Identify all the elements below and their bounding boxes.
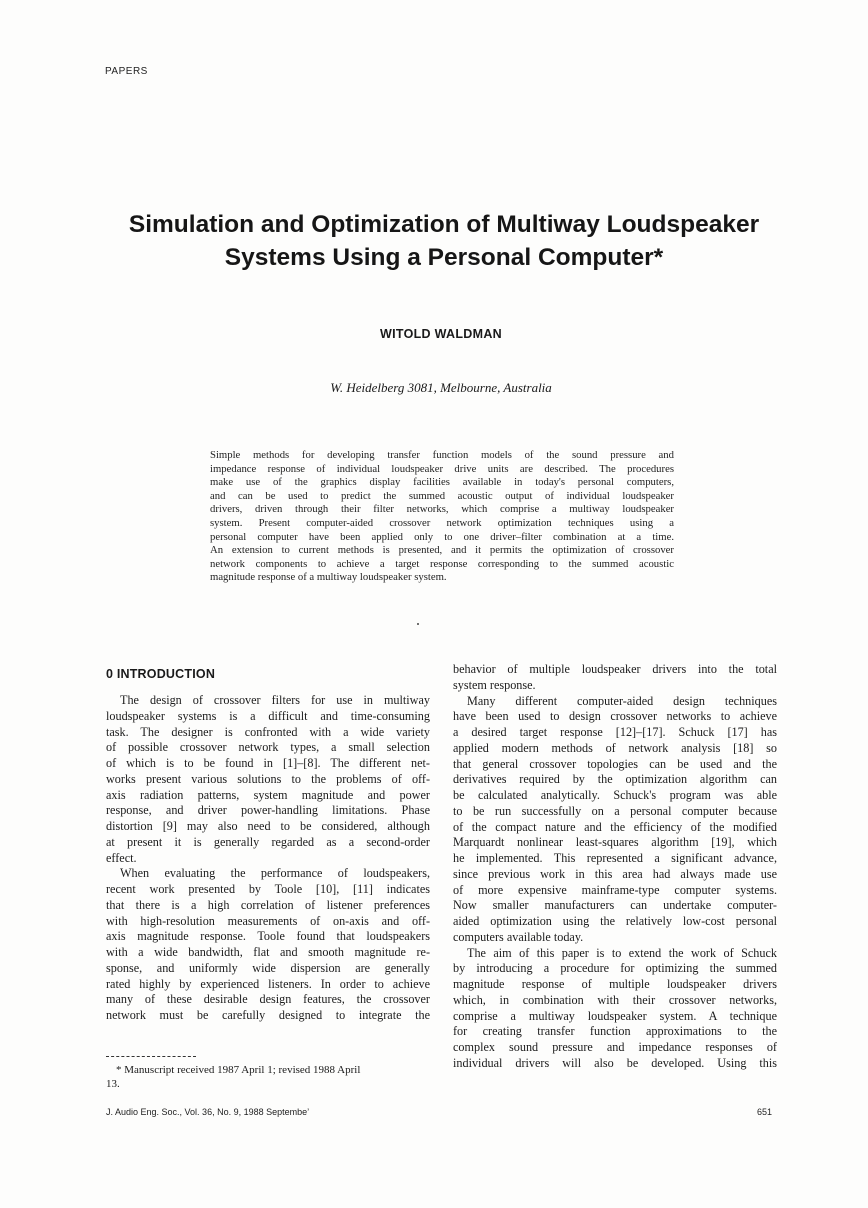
abstract-line: An extension to current methods is presented, and it permits the optimization of crossover bbox=[210, 544, 674, 557]
body-line: recent work presented by Toole [10], [11] indicates bbox=[106, 882, 430, 896]
body-line: sponse, and uniformly wide dispersion are generally bbox=[106, 960, 430, 975]
left-column bbox=[106, 693, 430, 1024]
body-line: many of these desirable design features, the crossover bbox=[106, 992, 430, 1007]
body-line: behavior of multiple loudspeaker drivers into the total bbox=[453, 662, 777, 676]
author-affiliation: W. Heidelberg 3081, Melbourne, Australia bbox=[330, 380, 552, 395]
body-line: for creating transfer function approximations to the bbox=[453, 1024, 777, 1039]
section-heading: 0 INTRODUCTION bbox=[106, 667, 216, 681]
body-line: be calculated analytically. Schuck's program was able bbox=[453, 788, 777, 802]
body-line: complex sound pressure and impedance responses of bbox=[453, 1040, 777, 1054]
body-line: Marquardt nonlinear least-squares algorithm [19], which bbox=[453, 835, 777, 850]
body-line: When evaluating the performance of loudspeakers, bbox=[120, 866, 430, 881]
abstract-line: Simple methods for developing transfer function models of the sound pressure and bbox=[210, 449, 674, 461]
body-line: comprise a multiway loudspeaker system. A technique bbox=[453, 1008, 777, 1023]
abstract-line: system. Present computer-aided crossover network optimization techniques using a bbox=[210, 516, 674, 529]
body-line: aided optimization using the relatively low-cost personal bbox=[453, 914, 777, 928]
body-line: The design of crossover filters for use in multiway bbox=[120, 693, 430, 707]
body-line: Many different computer-aided design techniques bbox=[467, 693, 777, 708]
body-line: The aim of this paper is to extend the work of Schuck bbox=[467, 945, 777, 960]
body-line: effect. bbox=[106, 850, 137, 865]
abstract bbox=[210, 449, 674, 585]
body-line: magnitude response of multiple loudspeaker drivers bbox=[453, 977, 777, 991]
body-line: to be run successfully on a personal computer because bbox=[453, 803, 777, 818]
abstract-line: drivers, driven through their filter networks, which comprise a multiway loudspeaker bbox=[210, 503, 674, 516]
body-line: of possible crossover network types, a small selection bbox=[106, 740, 430, 755]
body-line: with high-resolution measurements of on-axis and off- bbox=[106, 913, 430, 928]
paper-title bbox=[60, 208, 828, 274]
body-line: derivatives required by the optimization algorithm can bbox=[453, 772, 777, 787]
abstract-line: magnitude response of a multiway loudspeaker system. bbox=[210, 571, 447, 584]
separator-dot bbox=[417, 623, 419, 625]
body-line: axis magnitude response. Toole found that loudspeakers bbox=[106, 929, 430, 944]
body-line: loudspeaker systems is a difficult and time-consuming bbox=[106, 708, 430, 723]
body-line: individual drivers will also be developed. Using this bbox=[453, 1055, 777, 1070]
body-line: with a wide bandwidth, flat and smooth magnitude re- bbox=[106, 945, 430, 959]
body-line: of more expensive mainframe-type computer systems. bbox=[453, 882, 777, 897]
body-line: he implemented. This represented a significant advance, bbox=[453, 851, 777, 865]
body-line: at present it is generally regarded as a second-order bbox=[106, 834, 430, 849]
body-line: which, in combination with their crossover networks, bbox=[453, 992, 777, 1007]
page-number: 651 bbox=[757, 1107, 773, 1117]
body-line: that general crossover topologies can be used and the bbox=[453, 756, 777, 771]
right-column bbox=[453, 662, 777, 1072]
body-line: rated highly by experienced listeners. In order to achieve bbox=[106, 976, 430, 991]
footnote-line: * Manuscript received 1987 April 1; revised 1988 April bbox=[116, 1064, 361, 1076]
abstract-line: network components to achieve a target response corresponding to the summed acoustic bbox=[210, 557, 674, 570]
body-line: axis radiation patterns, system magnitude and power bbox=[106, 787, 430, 802]
body-line: works present various solutions to the problems of off- bbox=[106, 771, 430, 786]
footnote-line: 13. bbox=[106, 1078, 120, 1090]
body-line: since previous work in this area had always made use bbox=[453, 866, 777, 881]
running-head: PAPERS bbox=[105, 66, 148, 77]
footnote-rule bbox=[106, 1056, 196, 1057]
body-line: applied modern methods of network analysis [18] so bbox=[453, 740, 777, 755]
body-line: have been used to design crossover networks to achieve bbox=[453, 709, 777, 724]
abstract-line: personal computer have been applied only to one driver–filter combination at a time. bbox=[210, 530, 674, 543]
footnote bbox=[106, 1063, 430, 1091]
abstract-line: make use of the graphics display facilities available in today's personal computers, bbox=[210, 476, 674, 489]
author-name: WITOLD WALDMAN bbox=[379, 327, 502, 341]
body-line: distortion [9] may also need to be considered, although bbox=[106, 819, 430, 833]
body-line: network must be carefully designed to integrate the bbox=[106, 1008, 430, 1022]
title-line: Simulation and Optimization of Multiway Loudspeaker bbox=[128, 211, 760, 238]
body-line: computers available today. bbox=[453, 929, 584, 944]
body-line: Now smaller manufacturers can undertake computer- bbox=[453, 898, 777, 913]
body-line: that there is a high correlation of listener preferences bbox=[106, 897, 430, 912]
abstract-line: impedance response of individual loudspeaker drive units are described. The procedures bbox=[210, 462, 674, 475]
body-line: task. The designer is confronted with a wide variety bbox=[106, 724, 430, 739]
body-line: response, and driver power-handling limitations. Phase bbox=[106, 803, 430, 818]
journal-citation: J. Audio Eng. Soc., Vol. 36, No. 9, 1988 Septembe’ bbox=[106, 1107, 310, 1117]
body-line: a desired target response [12]–[17]. Schuck [17] has bbox=[453, 725, 777, 739]
body-line: of the compact nature and the efficiency of the modified bbox=[453, 819, 777, 834]
body-line: system response. bbox=[453, 677, 536, 692]
body-line: of which is to be found in [1]–[8]. The different net- bbox=[106, 756, 430, 770]
body-line: by introducing a procedure for optimizing the summed bbox=[453, 961, 777, 976]
abstract-line: and can be used to predict the summed acoustic output of individual loudspeaker bbox=[210, 489, 674, 502]
title-line: Systems Using a Personal Computer* bbox=[224, 244, 664, 271]
